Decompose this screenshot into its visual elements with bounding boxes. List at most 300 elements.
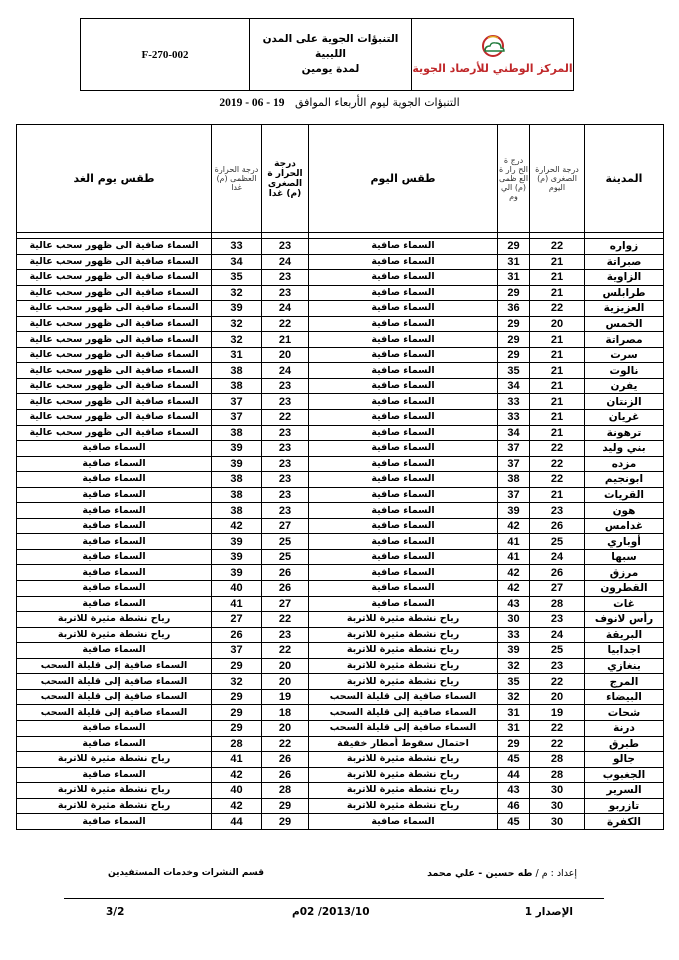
col-header-max-today: درج ة الح رار ة الع ظمى (م) الي وم bbox=[498, 125, 530, 233]
cell-max-today: 36 bbox=[498, 301, 530, 317]
cell-min-tomorrow: 24 bbox=[262, 363, 309, 379]
cell-city: شحات bbox=[585, 705, 664, 721]
cell-min-today: 28 bbox=[530, 767, 585, 783]
cell-min-today: 30 bbox=[530, 783, 585, 799]
cell-min-today: 26 bbox=[530, 565, 585, 581]
cell-min-tomorrow: 24 bbox=[262, 254, 309, 270]
cell-weather-tomorrow: السماء صافية bbox=[17, 720, 212, 736]
cell-max-today: 43 bbox=[498, 596, 530, 612]
cell-max-tomorrow: 40 bbox=[212, 581, 262, 597]
cell-weather-tomorrow: رياح نشطة مثيرة للاتربة bbox=[17, 798, 212, 814]
cell-min-today: 21 bbox=[530, 487, 585, 503]
cell-max-tomorrow: 29 bbox=[212, 689, 262, 705]
prepared-by-names: طه حسين - علي محمد bbox=[427, 868, 533, 879]
cell-city: سرت bbox=[585, 347, 664, 363]
cell-weather-tomorrow: السماء صافية bbox=[17, 814, 212, 830]
document-header bbox=[80, 18, 574, 91]
cell-max-today: 29 bbox=[498, 347, 530, 363]
organization-cell bbox=[411, 19, 573, 90]
cell-weather-tomorrow: السماء صافية bbox=[17, 518, 212, 534]
cell-city: غريان bbox=[585, 410, 664, 426]
cell-max-tomorrow: 37 bbox=[212, 394, 262, 410]
cell-city: هون bbox=[585, 503, 664, 519]
page-number: 3/2 bbox=[106, 906, 125, 918]
cell-city: سبها bbox=[585, 549, 664, 565]
cell-min-today: 30 bbox=[530, 814, 585, 830]
cell-max-tomorrow: 27 bbox=[212, 612, 262, 628]
cell-weather-tomorrow: السماء صافية إلى قليلة السحب bbox=[17, 658, 212, 674]
cell-weather-tomorrow: السماء صافية الى ظهور سحب عالية bbox=[17, 425, 212, 441]
cell-min-tomorrow: 23 bbox=[262, 456, 309, 472]
cell-min-tomorrow: 25 bbox=[262, 534, 309, 550]
cell-min-tomorrow: 23 bbox=[262, 378, 309, 394]
cell-min-today: 22 bbox=[530, 239, 585, 255]
cell-min-tomorrow: 23 bbox=[262, 503, 309, 519]
cell-min-tomorrow: 23 bbox=[262, 487, 309, 503]
cell-min-today: 19 bbox=[530, 705, 585, 721]
cell-weather-tomorrow: رياح نشطة مثيرة للاتربة bbox=[17, 752, 212, 768]
cell-max-tomorrow: 28 bbox=[212, 736, 262, 752]
cell-min-tomorrow: 26 bbox=[262, 565, 309, 581]
cell-weather-tomorrow: السماء صافية bbox=[17, 565, 212, 581]
cell-max-tomorrow: 38 bbox=[212, 503, 262, 519]
cell-max-tomorrow: 39 bbox=[212, 549, 262, 565]
cell-max-today: 29 bbox=[498, 316, 530, 332]
forecast-subtitle bbox=[0, 96, 679, 109]
cell-max-today: 42 bbox=[498, 581, 530, 597]
cell-min-tomorrow: 23 bbox=[262, 472, 309, 488]
table-row bbox=[17, 254, 664, 270]
cell-min-tomorrow: 29 bbox=[262, 814, 309, 830]
cell-max-today: 41 bbox=[498, 534, 530, 550]
cell-weather-tomorrow: السماء صافية الى ظهور سحب عالية bbox=[17, 254, 212, 270]
cell-weather-today: السماء صافية bbox=[309, 581, 498, 597]
table-row bbox=[17, 394, 664, 410]
cell-weather-today: رياح نشطة مثيرة للاتربة bbox=[309, 612, 498, 628]
cell-max-today: 33 bbox=[498, 410, 530, 426]
cell-weather-tomorrow: السماء صافية الى ظهور سحب عالية bbox=[17, 347, 212, 363]
cell-min-today: 23 bbox=[530, 658, 585, 674]
cell-weather-tomorrow: السماء صافية الى ظهور سحب عالية bbox=[17, 316, 212, 332]
cell-max-tomorrow: 29 bbox=[212, 658, 262, 674]
cell-weather-today: رياح نشطة مثيرة للاتربة bbox=[309, 783, 498, 799]
cell-max-tomorrow: 33 bbox=[212, 239, 262, 255]
cell-weather-tomorrow: السماء صافية الى ظهور سحب عالية bbox=[17, 394, 212, 410]
cell-min-tomorrow: 26 bbox=[262, 767, 309, 783]
cell-min-today: 21 bbox=[530, 347, 585, 363]
cell-min-tomorrow: 25 bbox=[262, 549, 309, 565]
cell-weather-tomorrow: السماء صافية bbox=[17, 472, 212, 488]
cell-max-tomorrow: 38 bbox=[212, 363, 262, 379]
cell-max-today: 45 bbox=[498, 752, 530, 768]
table-row bbox=[17, 736, 664, 752]
cell-city: مصراتة bbox=[585, 332, 664, 348]
cell-min-tomorrow: 22 bbox=[262, 736, 309, 752]
cell-city: الخمس bbox=[585, 316, 664, 332]
table-row bbox=[17, 549, 664, 565]
cell-max-tomorrow: 38 bbox=[212, 472, 262, 488]
cell-weather-today: السماء صافية bbox=[309, 565, 498, 581]
cell-weather-tomorrow: السماء صافية إلى قليلة السحب bbox=[17, 674, 212, 690]
cell-min-today: 28 bbox=[530, 596, 585, 612]
cell-max-tomorrow: 32 bbox=[212, 332, 262, 348]
cell-max-tomorrow: 40 bbox=[212, 783, 262, 799]
col-header-weather-tomorrow: طقس يوم الغد bbox=[17, 125, 212, 233]
subtitle-text: التنبؤات الجوية ليوم الأربعاء الموافق bbox=[295, 96, 460, 109]
cell-weather-tomorrow: رياح نشطة مثيرة للاتربة bbox=[17, 783, 212, 799]
cell-min-tomorrow: 23 bbox=[262, 270, 309, 286]
cell-weather-tomorrow: السماء صافية bbox=[17, 549, 212, 565]
cell-min-tomorrow: 20 bbox=[262, 720, 309, 736]
cell-weather-tomorrow: السماء صافية bbox=[17, 441, 212, 457]
cell-min-tomorrow: 23 bbox=[262, 425, 309, 441]
cell-max-today: 29 bbox=[498, 239, 530, 255]
cell-max-today: 33 bbox=[498, 394, 530, 410]
cell-min-today: 25 bbox=[530, 534, 585, 550]
document-title: التنبؤات الجوية على المدن الليبية bbox=[262, 33, 399, 60]
col-header-city: المدينة bbox=[585, 125, 664, 233]
table-row bbox=[17, 643, 664, 659]
cell-weather-today: السماء صافية bbox=[309, 425, 498, 441]
cell-min-tomorrow: 21 bbox=[262, 332, 309, 348]
cell-max-today: 39 bbox=[498, 503, 530, 519]
cell-weather-tomorrow: السماء صافية الى ظهور سحب عالية bbox=[17, 332, 212, 348]
cell-max-today: 34 bbox=[498, 378, 530, 394]
cell-weather-today: السماء صافية bbox=[309, 456, 498, 472]
cell-min-today: 21 bbox=[530, 425, 585, 441]
cell-max-tomorrow: 44 bbox=[212, 814, 262, 830]
forecast-table bbox=[16, 124, 664, 830]
cell-city: السرير bbox=[585, 783, 664, 799]
cell-city: طبرق bbox=[585, 736, 664, 752]
cell-weather-tomorrow: رياح نشطة مثيرة للاتربة bbox=[17, 612, 212, 628]
table-row bbox=[17, 518, 664, 534]
cell-weather-today: رياح نشطة مثيرة للاتربة bbox=[309, 752, 498, 768]
cell-max-today: 37 bbox=[498, 487, 530, 503]
cell-max-today: 35 bbox=[498, 363, 530, 379]
cell-min-today: 25 bbox=[530, 643, 585, 659]
cell-max-today: 42 bbox=[498, 518, 530, 534]
cell-max-today: 29 bbox=[498, 285, 530, 301]
cell-city: القطرون bbox=[585, 581, 664, 597]
cell-weather-today: السماء صافية bbox=[309, 518, 498, 534]
cell-weather-tomorrow: السماء صافية bbox=[17, 487, 212, 503]
cell-weather-today: احتمال سقوط أمطار خفيفة bbox=[309, 736, 498, 752]
cell-max-tomorrow: 42 bbox=[212, 767, 262, 783]
cell-weather-today: السماء صافية bbox=[309, 347, 498, 363]
cell-weather-tomorrow: السماء صافية الى ظهور سحب عالية bbox=[17, 285, 212, 301]
cell-city: درنة bbox=[585, 720, 664, 736]
cell-weather-today: رياح نشطة مثيرة للاتربة bbox=[309, 643, 498, 659]
cell-min-today: 21 bbox=[530, 285, 585, 301]
cell-max-tomorrow: 41 bbox=[212, 596, 262, 612]
cell-weather-today: السماء صافية bbox=[309, 596, 498, 612]
cell-min-tomorrow: 23 bbox=[262, 394, 309, 410]
cell-min-today: 23 bbox=[530, 612, 585, 628]
cell-min-today: 22 bbox=[530, 472, 585, 488]
footer-divider bbox=[64, 898, 604, 899]
table-row bbox=[17, 752, 664, 768]
table-row bbox=[17, 596, 664, 612]
table-row bbox=[17, 581, 664, 597]
table-row bbox=[17, 456, 664, 472]
forecast-date: 19 - 06 - 2019 bbox=[219, 97, 285, 109]
cell-min-tomorrow: 22 bbox=[262, 410, 309, 426]
cell-weather-today: السماء صافية bbox=[309, 814, 498, 830]
table-row bbox=[17, 767, 664, 783]
cell-max-today: 34 bbox=[498, 425, 530, 441]
cell-weather-tomorrow: السماء صافية الى ظهور سحب عالية bbox=[17, 363, 212, 379]
cell-min-tomorrow: 18 bbox=[262, 705, 309, 721]
cell-min-today: 21 bbox=[530, 254, 585, 270]
cell-weather-today: رياح نشطة مثيرة للاتربة bbox=[309, 658, 498, 674]
cell-weather-tomorrow: السماء صافية bbox=[17, 767, 212, 783]
cell-weather-today: السماء صافية bbox=[309, 472, 498, 488]
cell-max-tomorrow: 39 bbox=[212, 565, 262, 581]
cell-max-tomorrow: 35 bbox=[212, 270, 262, 286]
cell-city: رأس لانوف bbox=[585, 612, 664, 628]
table-row bbox=[17, 720, 664, 736]
table-row bbox=[17, 783, 664, 799]
cell-weather-today: السماء صافية bbox=[309, 239, 498, 255]
cell-weather-tomorrow: السماء صافية الى ظهور سحب عالية bbox=[17, 301, 212, 317]
cell-min-today: 22 bbox=[530, 674, 585, 690]
cell-min-tomorrow: 23 bbox=[262, 239, 309, 255]
table-row bbox=[17, 425, 664, 441]
cell-max-today: 33 bbox=[498, 627, 530, 643]
cell-min-tomorrow: 20 bbox=[262, 347, 309, 363]
cell-weather-today: السماء صافية bbox=[309, 301, 498, 317]
cell-weather-today: السماء صافية bbox=[309, 487, 498, 503]
cell-weather-today: السماء صافية bbox=[309, 316, 498, 332]
cell-weather-today: السماء صافية bbox=[309, 285, 498, 301]
cell-min-today: 21 bbox=[530, 363, 585, 379]
col-header-min-today: درجة الحرارة الصغرى (م) اليوم bbox=[530, 125, 585, 233]
cell-weather-today: رياح نشطة مثيرة للاتربة bbox=[309, 767, 498, 783]
cell-city: غدامس bbox=[585, 518, 664, 534]
cell-max-tomorrow: 34 bbox=[212, 254, 262, 270]
table-row bbox=[17, 441, 664, 457]
cell-city: العزيزية bbox=[585, 301, 664, 317]
cell-max-tomorrow: 39 bbox=[212, 441, 262, 457]
cell-min-today: 21 bbox=[530, 270, 585, 286]
cell-min-today: 21 bbox=[530, 332, 585, 348]
organization-name: المركز الوطني للأرصاد الجوية bbox=[412, 62, 573, 75]
table-row bbox=[17, 332, 664, 348]
col-header-min-tomorrow: درجة الحرار ة الصغرى (م) غدا bbox=[262, 125, 309, 233]
cell-min-today: 20 bbox=[530, 316, 585, 332]
cell-min-tomorrow: 22 bbox=[262, 643, 309, 659]
cell-max-today: 30 bbox=[498, 612, 530, 628]
table-row bbox=[17, 472, 664, 488]
table-row bbox=[17, 301, 664, 317]
cell-min-today: 24 bbox=[530, 627, 585, 643]
table-row bbox=[17, 378, 664, 394]
cell-max-today: 42 bbox=[498, 565, 530, 581]
col-header-weather-today: طقس اليوم bbox=[309, 125, 498, 233]
cell-weather-tomorrow: السماء صافية الى ظهور سحب عالية bbox=[17, 378, 212, 394]
cell-min-tomorrow: 29 bbox=[262, 798, 309, 814]
cell-min-today: 22 bbox=[530, 456, 585, 472]
table-row bbox=[17, 487, 664, 503]
cell-weather-today: السماء صافية bbox=[309, 254, 498, 270]
cell-max-today: 45 bbox=[498, 814, 530, 830]
cell-min-tomorrow: 22 bbox=[262, 612, 309, 628]
cell-city: بنغازي bbox=[585, 658, 664, 674]
cell-city: ابونجيم bbox=[585, 472, 664, 488]
cell-min-tomorrow: 26 bbox=[262, 752, 309, 768]
cell-max-tomorrow: 38 bbox=[212, 378, 262, 394]
cell-city: يفرن bbox=[585, 378, 664, 394]
cell-max-today: 31 bbox=[498, 270, 530, 286]
cell-city: اجدابيا bbox=[585, 643, 664, 659]
cell-weather-today: السماء صافية إلى قليلة السحب bbox=[309, 705, 498, 721]
cell-city: البيضاء bbox=[585, 689, 664, 705]
table-row bbox=[17, 363, 664, 379]
cell-max-today: 37 bbox=[498, 441, 530, 457]
cell-weather-today: السماء صافية bbox=[309, 332, 498, 348]
cell-weather-tomorrow: السماء صافية إلى قليلة السحب bbox=[17, 705, 212, 721]
cell-min-tomorrow: 20 bbox=[262, 658, 309, 674]
cell-max-today: 37 bbox=[498, 456, 530, 472]
cell-city: زواره bbox=[585, 239, 664, 255]
cell-min-tomorrow: 27 bbox=[262, 518, 309, 534]
cell-city: نالوت bbox=[585, 363, 664, 379]
cell-min-today: 22 bbox=[530, 301, 585, 317]
cell-weather-today: رياح نشطة مثيرة للاتربة bbox=[309, 674, 498, 690]
cell-min-tomorrow: 28 bbox=[262, 783, 309, 799]
cell-min-tomorrow: 20 bbox=[262, 674, 309, 690]
cell-max-tomorrow: 39 bbox=[212, 301, 262, 317]
cell-city: الزنتان bbox=[585, 394, 664, 410]
table-row bbox=[17, 658, 664, 674]
table-row bbox=[17, 689, 664, 705]
cell-city: جالو bbox=[585, 752, 664, 768]
cell-max-today: 38 bbox=[498, 472, 530, 488]
table-row bbox=[17, 705, 664, 721]
table-row bbox=[17, 534, 664, 550]
cell-min-today: 24 bbox=[530, 549, 585, 565]
cell-max-today: 29 bbox=[498, 332, 530, 348]
edition-number: الإصدار 1 bbox=[524, 906, 573, 918]
cell-weather-today: السماء صافية bbox=[309, 503, 498, 519]
cell-min-today: 20 bbox=[530, 689, 585, 705]
table-row bbox=[17, 347, 664, 363]
cell-weather-tomorrow: السماء صافية bbox=[17, 736, 212, 752]
cell-min-today: 21 bbox=[530, 410, 585, 426]
cloud-sun-logo-icon bbox=[476, 34, 510, 60]
cell-max-tomorrow: 32 bbox=[212, 285, 262, 301]
cell-min-tomorrow: 23 bbox=[262, 627, 309, 643]
cell-min-today: 21 bbox=[530, 394, 585, 410]
cell-weather-today: السماء صافية bbox=[309, 441, 498, 457]
cell-max-tomorrow: 29 bbox=[212, 705, 262, 721]
cell-max-today: 43 bbox=[498, 783, 530, 799]
cell-max-tomorrow: 29 bbox=[212, 720, 262, 736]
cell-min-tomorrow: 27 bbox=[262, 596, 309, 612]
cell-max-today: 31 bbox=[498, 705, 530, 721]
cell-max-tomorrow: 38 bbox=[212, 487, 262, 503]
cell-weather-today: السماء صافية bbox=[309, 394, 498, 410]
cell-weather-today: السماء صافية bbox=[309, 270, 498, 286]
cell-max-today: 29 bbox=[498, 736, 530, 752]
cell-city: بني وليد bbox=[585, 441, 664, 457]
table-header-row bbox=[17, 125, 664, 233]
cell-min-tomorrow: 26 bbox=[262, 581, 309, 597]
cell-max-tomorrow: 39 bbox=[212, 456, 262, 472]
cell-weather-today: رياح نشطة مثيرة للاتربة bbox=[309, 798, 498, 814]
issue-date: 2013/10/ 02م bbox=[292, 906, 370, 918]
table-row bbox=[17, 410, 664, 426]
cell-min-tomorrow: 23 bbox=[262, 441, 309, 457]
cell-max-tomorrow: 41 bbox=[212, 752, 262, 768]
cell-weather-today: السماء صافية bbox=[309, 363, 498, 379]
col-header-max-tomorrow: درجة الحرارة العظمى (م) غدا bbox=[212, 125, 262, 233]
cell-min-today: 27 bbox=[530, 581, 585, 597]
cell-max-tomorrow: 39 bbox=[212, 534, 262, 550]
cell-max-today: 44 bbox=[498, 767, 530, 783]
cell-city: غات bbox=[585, 596, 664, 612]
cell-weather-today: رياح نشطة مثيرة للاتربة bbox=[309, 627, 498, 643]
cell-city: الكفرة bbox=[585, 814, 664, 830]
cell-min-tomorrow: 19 bbox=[262, 689, 309, 705]
cell-min-tomorrow: 24 bbox=[262, 301, 309, 317]
cell-max-tomorrow: 37 bbox=[212, 410, 262, 426]
prepared-by bbox=[427, 868, 577, 879]
table-row bbox=[17, 627, 664, 643]
cell-city: القريات bbox=[585, 487, 664, 503]
table-row bbox=[17, 565, 664, 581]
table-row bbox=[17, 798, 664, 814]
cell-max-today: 35 bbox=[498, 674, 530, 690]
cell-weather-tomorrow: السماء صافية bbox=[17, 581, 212, 597]
cell-weather-tomorrow: السماء صافية الى ظهور سحب عالية bbox=[17, 410, 212, 426]
cell-city: المرج bbox=[585, 674, 664, 690]
cell-weather-today: السماء صافية إلى قليلة السحب bbox=[309, 689, 498, 705]
table-row bbox=[17, 503, 664, 519]
cell-min-tomorrow: 23 bbox=[262, 285, 309, 301]
cell-min-today: 23 bbox=[530, 503, 585, 519]
cell-max-today: 32 bbox=[498, 658, 530, 674]
table-row bbox=[17, 270, 664, 286]
cell-min-tomorrow: 22 bbox=[262, 316, 309, 332]
cell-min-today: 22 bbox=[530, 736, 585, 752]
prepared-by-label: إعداد : م / bbox=[535, 868, 577, 879]
table-row bbox=[17, 316, 664, 332]
cell-max-today: 31 bbox=[498, 720, 530, 736]
cell-weather-tomorrow: السماء صافية bbox=[17, 456, 212, 472]
cell-max-tomorrow: 38 bbox=[212, 425, 262, 441]
cell-max-tomorrow: 26 bbox=[212, 627, 262, 643]
table-row bbox=[17, 285, 664, 301]
cell-min-today: 30 bbox=[530, 798, 585, 814]
form-code: F-270-002 bbox=[141, 48, 189, 61]
cell-max-today: 32 bbox=[498, 689, 530, 705]
cell-weather-today: السماء صافية bbox=[309, 378, 498, 394]
cell-min-today: 26 bbox=[530, 518, 585, 534]
cell-max-today: 31 bbox=[498, 254, 530, 270]
table-row bbox=[17, 239, 664, 255]
cell-weather-today: السماء صافية bbox=[309, 549, 498, 565]
cell-weather-tomorrow: السماء صافية الى ظهور سحب عالية bbox=[17, 270, 212, 286]
department-name: قسم النشرات وخدمات المستفيدين bbox=[108, 868, 264, 878]
cell-city: مرزق bbox=[585, 565, 664, 581]
cell-weather-tomorrow: السماء صافية الى ظهور سحب عالية bbox=[17, 239, 212, 255]
table-row bbox=[17, 612, 664, 628]
cell-weather-tomorrow: رياح نشطة مثيرة للاتربة bbox=[17, 627, 212, 643]
cell-weather-today: السماء صافية إلى قليلة السحب bbox=[309, 720, 498, 736]
cell-max-tomorrow: 32 bbox=[212, 674, 262, 690]
